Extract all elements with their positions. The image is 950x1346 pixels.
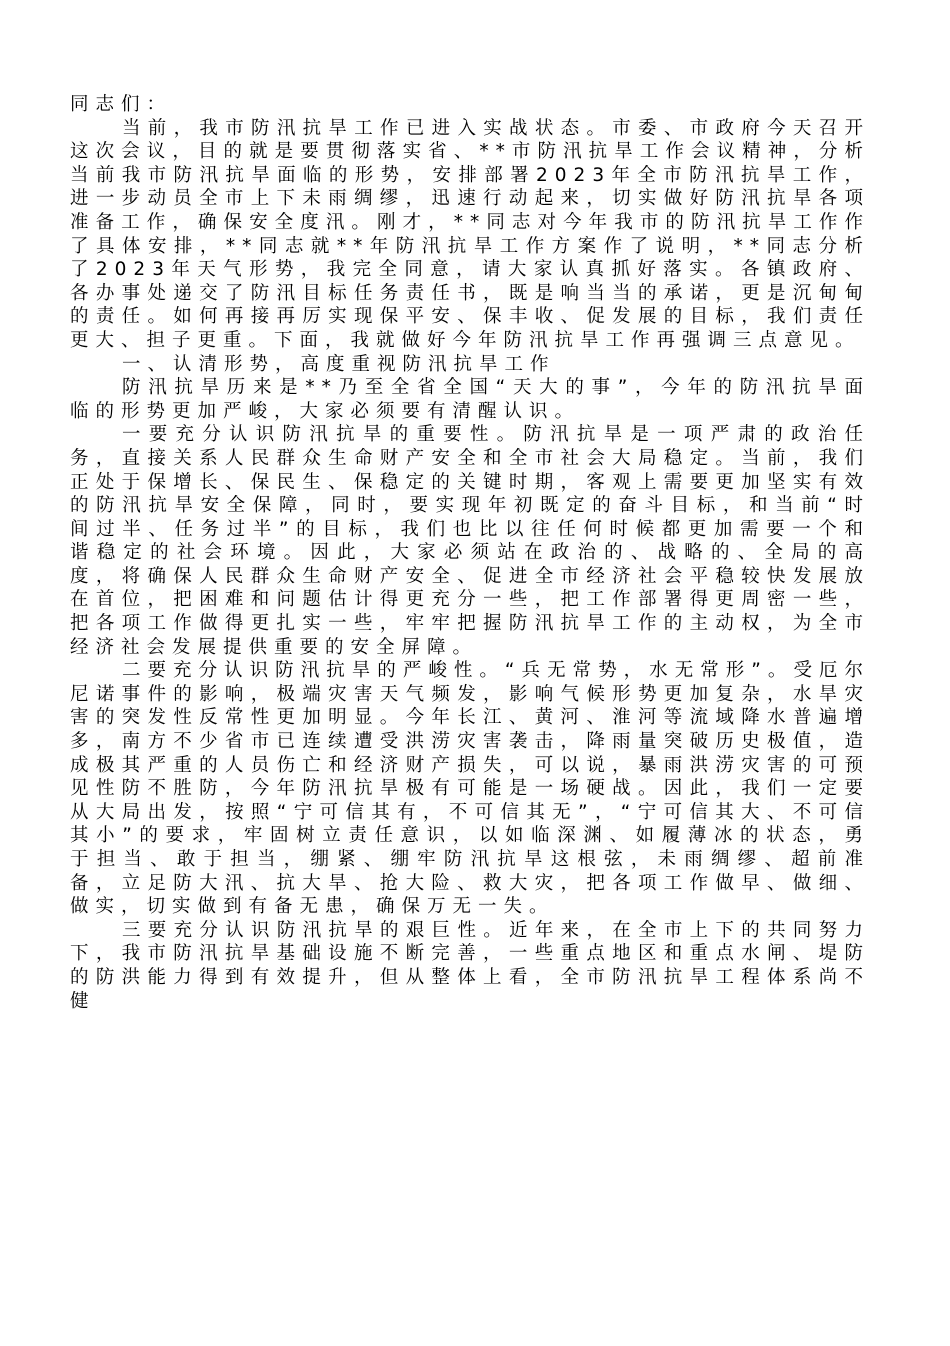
paragraph-opening: 当前，我市防汛抗旱工作已进入实战状态。市委、市政府今天召开这次会议，目的就是要贯彻落实省、**市防汛抗旱工作会议精神，分析当前我市防汛抗旱面临的形势，安排部署2023年全市防汛抗旱工作，进一步动员全市上下未雨绸缪，迅速行动起来，切实做好防汛抗旱各项准备工作，确保安全度汛。刚才，**同志对今年我市的防汛抗旱工作作了具体安排，**同志就**年防汛抗旱工作方案作了说明，**同志分析了2023年天气形势，我完全同意，请大家认真抓好落实。各镇政府、各办事处递交了防汛目标任务责任书，既是响当当的承诺，更是沉甸甸的责任。如何再接再厉实现保平安、保丰收、促发展的目标，我们责任更大、担子更重。下面，我就做好今年防汛抗旱工作再强调三点意见。 bbox=[70, 117, 870, 351]
paragraph-situation: 防汛抗旱历来是**乃至全省全国“天大的事”，今年的防汛抗旱面临的形势更加严峻，大家必须要有清醒认识。 bbox=[70, 377, 870, 422]
speech-text bbox=[70, 93, 870, 1013]
section-heading-one: 一、认清形势，高度重视防汛抗旱工作 bbox=[122, 353, 556, 375]
paragraph-importance: 一要充分认识防汛抗旱的重要性。防汛抗旱是一项严肃的政治任务，直接关系人民群众生命财产安全和全市社会大局稳定。当前，我们正处于保增长、保民生、保稳定的关键时期，客观上需要更加坚实有效的防汛抗旱安全保障，同时，要实现年初既定的奋斗目标，和当前“时间过半、任务过半”的目标，我们也比以往任何时候都更加需要一个和谐稳定的社会环境。因此，大家必须站在政治的、战略的、全局的高度，将确保人民群众生命财产安全、促进全市经济社会平稳较快发展放在首位，把困难和问题估计得更充分一些，把工作部署得更周密一些，把各项工作做得更扎实一些，牢牢把握防汛抗旱工作的主动权，为全市经济社会发展提供重要的安全屏障。 bbox=[70, 424, 870, 658]
paragraph-severity: 二要充分认识防汛抗旱的严峻性。“兵无常势，水无常形”。受厄尔尼诺事件的影响，极端灾害天气频发，影响气候形势更加复杂，水旱灾害的突发性反常性更加明显。今年长江、黄河、淮河等流域降水普遍增多，南方不少省市已连续遭受洪涝灾害袭击，降雨量突破历史极值，造成极其严重的人员伤亡和经济财产损失，可以说，暴雨洪涝灾害的可预见性防不胜防，今年防汛抗旱极有可能是一场硬战。因此，我们一定要从大局出发，按照“宁可信其有，不可信其无”，“宁可信其大、不可信其小”的要求，牢固树立责任意识，以如临深渊、如履薄冰的状态，勇于担当、敢于担当，绷紧、绷牢防汛抗旱这根弦，未雨绸缪、超前准备，立足防大汛、抗大旱、抢大险、救大灾，把各项工作做早、做细、做实，切实做到有备无患，确保万无一失。 bbox=[70, 660, 870, 918]
paragraph-difficulty: 三要充分认识防汛抗旱的艰巨性。近年来，在全市上下的共同努力下，我市防汛抗旱基础设施不断完善，一些重点地区和重点水闸、堤防的防洪能力得到有效提升，但从整体上看，全市防汛抗旱工程体系尚不健 bbox=[70, 919, 870, 1012]
salutation: 同志们： bbox=[70, 94, 173, 115]
